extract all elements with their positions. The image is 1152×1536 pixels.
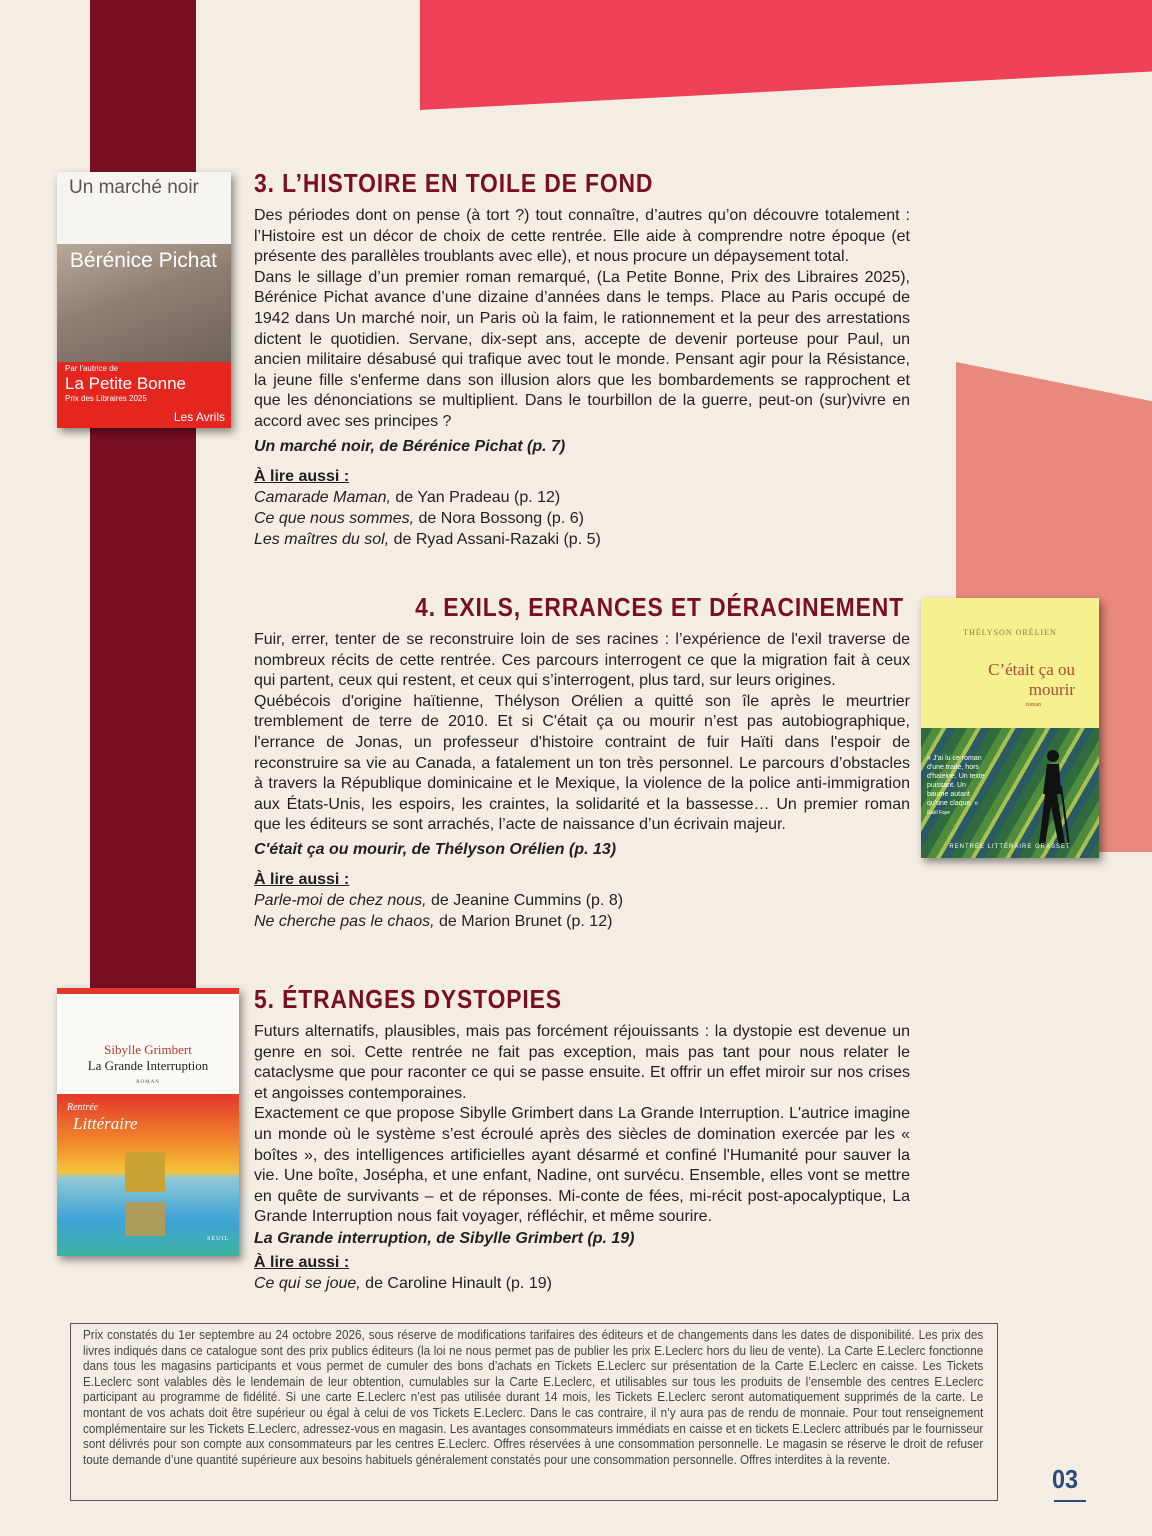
section-heading: 4. EXILS, ERRANCES ET DÉRACINEMENT xyxy=(415,592,904,622)
also-item xyxy=(254,890,910,911)
paragraph: Exactement ce que propose Sibylle Grimbert dans La Grande Interruption. L'autrice imagine un monde où le système s’est écroulé après des siècles de domination exercée par les « boîtes », des intelligences artificielles ayant désarmé et confiné l'Humanité pour sauver la vie. Une boîte, Josépha, et une enfant, Nadine, ont survécu. Ensemble, elles vont se mettre en quête de survivants – et de réponses. Mi-conte de fées, mi-récit post-apocalyptique, La Grande Interruption nous fait voyager, réfléchir, et même sourire. xyxy=(254,1105,910,1226)
also-item xyxy=(254,911,910,932)
cover-author: Sibylle Grimbert xyxy=(104,1042,192,1057)
cover-quote-author: Gaël Faye xyxy=(927,810,951,816)
also-item xyxy=(254,487,910,508)
cover-rentree: Rentrée xyxy=(67,1102,99,1113)
also-item-title: Camarade Maman, xyxy=(254,488,391,506)
cover-square-reflection xyxy=(125,1202,165,1236)
cover-series: RENTRÉE LITTÉRAIRE GRASSET xyxy=(949,844,1071,850)
book-cover-cetait-ca-ou-mourir xyxy=(921,598,1099,858)
also-item-title: Ce qui se joue, xyxy=(254,1274,361,1292)
cover-top-border xyxy=(57,988,239,994)
book-reference: C'était ça ou mourir, de Thélyson Orélien (p. 13) xyxy=(254,840,617,858)
section-heading: 5. ÉTRANGES DYSTOPIES xyxy=(254,984,562,1014)
cover-square xyxy=(125,1152,165,1192)
cover-genre: roman xyxy=(1025,702,1041,708)
section-body xyxy=(254,206,910,433)
book-cover-la-grande-interruption xyxy=(57,988,239,1256)
also-title: À lire aussi : xyxy=(254,467,350,485)
also-item-rest: de Nora Bossong (p. 6) xyxy=(414,509,584,527)
also-item-rest: de Ryad Assani-Razaki (p. 5) xyxy=(389,530,601,548)
cover-title: Un marché noir xyxy=(69,177,199,198)
also-item-title: Parle-moi de chez nous, xyxy=(254,891,427,909)
cover-publisher: Les Avrils xyxy=(173,410,225,424)
also-title: À lire aussi : xyxy=(254,870,350,888)
cover-quote: « J'ai lu ce roman d'une traite, hors d'haleine. Un texte puissant. Un baume autant qu'une claque. » xyxy=(927,755,985,807)
book-cover-un-marche-noir xyxy=(57,172,231,428)
also-item-rest: de Caroline Hinault (p. 19) xyxy=(360,1274,552,1292)
section-histoire xyxy=(254,168,910,550)
cover-title: La Grande Interruption xyxy=(87,1058,209,1073)
cover-tagline: Par l'autrice de xyxy=(65,364,119,373)
cover-author: THÉLYSON ORÉLIEN xyxy=(963,628,1057,637)
cover-publisher: SEUIL xyxy=(207,1236,229,1242)
cover-previous-title: La Petite Bonne xyxy=(65,374,186,393)
also-item xyxy=(254,1273,910,1294)
also-item xyxy=(254,508,910,529)
also-item-title: Ne cherche pas le chaos, xyxy=(254,912,435,930)
also-item-rest: de Jeanine Cummins (p. 8) xyxy=(426,891,624,909)
cover-author: Bérénice Pichat xyxy=(69,249,217,272)
section-body xyxy=(254,630,910,836)
also-item-title: Les maîtres du sol, xyxy=(254,530,390,548)
cover-title: C’était ça ou mourir xyxy=(988,660,1075,699)
section-exils xyxy=(254,592,910,932)
cover-prize: Prix des Libraires 2025 xyxy=(65,394,147,403)
section-heading: 3. L’HISTOIRE EN TOILE DE FOND xyxy=(254,168,654,198)
also-item-rest: de Yan Pradeau (p. 12) xyxy=(390,488,561,506)
paragraph: Dans le sillage d’un premier roman remarqué, (La Petite Bonne, Prix des Libraires 2025), Bérénice Pichat avance d’une dizaine d’années dans le temps. Place au Paris occupé de 1942 dans Un marché noir, un Paris où la faim, le rationnement et la peur des arrestations dictent le quotidien. Servane, dix-sept ans, accepte de devenir porteuse pour Paul, un ancien militaire désabusé qui trafique avec tout le monde. Pensant agir pour la Résistance, la jeune fille s'enferme dans son illusion alors que les bombardements se rapprochent et que les dénonciations se multiplient. Dans le tourbillon de la guerre, peut-on (sur)vivre en accord avec ses principes ? xyxy=(254,268,910,430)
section-body xyxy=(254,1022,910,1228)
paragraph: Futurs alternatifs, plausibles, mais pas forcément réjouissants : la dystopie est devenue un genre en soi. Cette rentrée ne fait pas exception, mais pas tant pour nous relater le cataclysme que pour raconter ce qui se passe ensuite. Et offrir un effet miroir sur nos crises et angoisses contemporaines. xyxy=(254,1023,910,1102)
paragraph: Québécois d'origine haïtienne, Thélyson Orélien a quitté son île après le meurtrier tremblement de terre de 2010. Et si C'était ça ou mourir n’est pas autobiographique, l'errance de Jonas, un professeur d'histoire contraint de fuir Haïti dans l'espoir de reconstruire sa vie au Canada, a fatalement un ton très personnel. Le parcours d’obstacles à travers la République dominicaine et le Mexique, la violence de la police anti-immigration aux États-Unis, les espoirs, les craintes, la solidarité et la bassesse… Un premier roman que les éditeurs se sont arrachés, l’acte de naissance d’un écrivain majeur. xyxy=(254,692,910,834)
legal-notice xyxy=(70,1323,998,1501)
legal-text: Prix constatés du 1er septembre au 24 octobre 2026, sous réserve de modifications tarifaires des éditeurs et de changements dans les dates de disponibilité. Les prix des livres indiqués dans ce catalogue sont des prix publics éditeurs (la loi ne nous permet pas de publier les prix E.Leclerc hors du lieu de vente). La Carte E.Leclerc fonctionne dans tous les magasins participants et vous permet de cumuler des bons d’achats en Tickets E.Leclerc sur présentation de la Carte E.Leclerc en caisse. Les Tickets E.Leclerc sont valables dès le lendemain de leur obtention, cumulables sur la Carte E.Leclerc, et utilisables sur tous les produits de l’ensemble des centres E.Leclerc participant au programme de fidélité. Si une carte E.Leclerc n’est pas utilisée durant 14 mois, les Tickets E.Leclerc seront automatiquement supprimés de la carte. Le montant de vos achats doit être supérieur ou égal à celui de vos Tickets E.Leclerc. Dans le cas contraire, il n’y aura pas de rendu de monnaie. Pour tout renseignement complémentaire sur les Tickets E.Leclerc, adressez-vous en magasin. Les avantages consommateurs immédiats en caisse et en tickets E.Leclerc attribués par le fournisseur sont délivrés pour son compte aux consommateurs par les centres E.Leclerc. Offres réservées à une consommation personnelle. Le magasin se réserve le droit de refuser toute demande d’une quantité supérieure aux besoins habituels généralement constatés pour une consommation personnelle. Offres interdites à la revente. xyxy=(83,1328,984,1467)
page-number: 03 xyxy=(1052,1464,1079,1494)
pink-top-shape xyxy=(420,0,1152,110)
cover-genre: ROMAN xyxy=(136,1080,160,1085)
walking-man-icon xyxy=(1031,746,1071,850)
also-item-rest: de Marion Brunet (p. 12) xyxy=(434,912,613,930)
also-item xyxy=(254,529,910,550)
page-number-underline xyxy=(1054,1500,1086,1502)
paragraph: Fuir, errer, tenter de se reconstruire loin de ses racines : l’expérience de l'exil traverse de nombreux récits de cette rentrée. Ces parcours interrogent ce que la migration fait à ceux qui partent, ceux qui restent, et ceux qui s’interrogent, plus tard, sur leurs origines. xyxy=(254,631,910,690)
paragraph: Des périodes dont on pense (à tort ?) tout connaître, d’autres qu’on découvre totalement : l’Histoire est un décor de choix de cette rentrée. Elle aide à comprendre notre époque (et présente des parallèles troublants avec elle), et nous procure un dépaysement total. xyxy=(254,207,910,266)
book-reference: Un marché noir, de Bérénice Pichat (p. 7) xyxy=(254,437,566,455)
book-reference: La Grande interruption, de Sibylle Grimbert (p. 19) xyxy=(254,1229,635,1247)
also-title: À lire aussi : xyxy=(254,1253,350,1271)
burgundy-band xyxy=(90,0,196,1000)
section-dystopies xyxy=(254,984,910,1294)
cover-litteraire: Littéraire xyxy=(73,1114,138,1133)
also-item-title: Ce que nous sommes, xyxy=(254,509,415,527)
